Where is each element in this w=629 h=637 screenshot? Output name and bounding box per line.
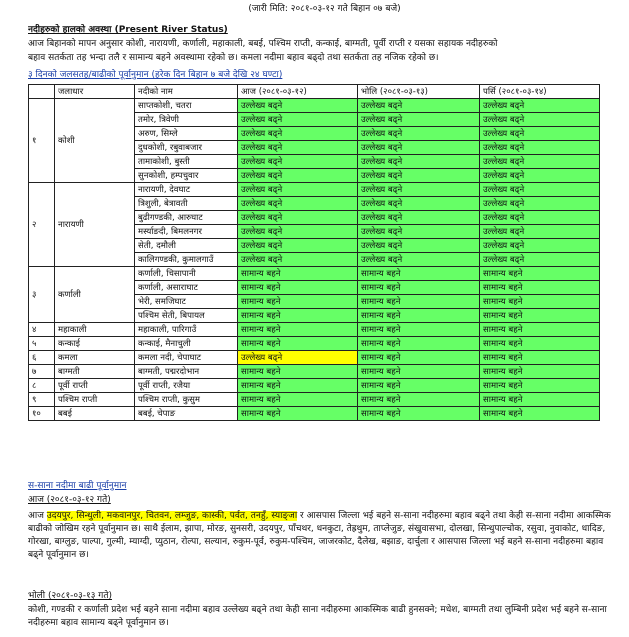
header-basin: जलाधार — [55, 85, 135, 99]
basin-name: पश्चिम राप्ती — [55, 393, 135, 407]
forecast-tomorrow: उल्लेख्य बढ्ने — [358, 113, 480, 127]
forecast-today: सामान्य बहने — [238, 281, 358, 295]
forecast-today: उल्लेख्य बढ्ने — [238, 239, 358, 253]
forecast-today: उल्लेख्य बढ्ने — [238, 169, 358, 183]
forecast-tomorrow: उल्लेख्य बढ्ने — [358, 253, 480, 267]
forecast-day-after: उल्लेख्य बढ्ने — [480, 225, 600, 239]
forecast-title: ३ दिनको जलसतह/बाढीको पूर्वानुमान (हरेक दिन बिहान ७ बजे देखि २४ घण्टा) — [28, 70, 283, 80]
forecast-day-after: सामान्य बहने — [480, 365, 600, 379]
river-name: बबई, चेपाङ — [135, 407, 238, 421]
highlighted-districts: उदयपुर, सिन्धुली, मकवानपुर, चितवन, लम्जुङ, कास्की, पर्वत, तनहुँ, स्याङ्जा — [46, 511, 298, 521]
forecast-day-after: सामान्य बहने — [480, 309, 600, 323]
forecast-day-after: सामान्य बहने — [480, 295, 600, 309]
small-rivers-today-text — [28, 510, 615, 588]
river-name: बुढीगण्डकी, आरुघाट — [135, 211, 238, 225]
forecast-tomorrow: सामान्य बहने — [358, 379, 480, 393]
forecast-today: सामान्य बहने — [238, 309, 358, 323]
forecast-today: सामान्य बहने — [238, 295, 358, 309]
table-row — [29, 183, 600, 197]
forecast-today: उल्लेख्य बढ्ने — [238, 183, 358, 197]
basin-name: कन्काई — [55, 337, 135, 351]
table-row — [29, 267, 600, 281]
table-row — [29, 365, 600, 379]
forecast-today: सामान्य बहने — [238, 337, 358, 351]
header-day-after: पर्सि (२०८१-०३-१४) — [480, 85, 600, 99]
forecast-day-after: उल्लेख्य बढ्ने — [480, 99, 600, 113]
river-name: तामाकोशी, बुस्ती — [135, 155, 238, 169]
forecast-today: उल्लेख्य बढ्ने — [238, 141, 358, 155]
forecast-day-after: उल्लेख्य बढ्ने — [480, 113, 600, 127]
river-name: सुनकोशी, हम्पचुवार — [135, 169, 238, 183]
basin-name: नारायणी — [55, 183, 135, 267]
forecast-tomorrow: उल्लेख्य बढ्ने — [358, 211, 480, 225]
forecast-day-after: सामान्य बहने — [480, 393, 600, 407]
forecast-tomorrow: सामान्य बहने — [358, 351, 480, 365]
forecast-day-after: उल्लेख्य बढ्ने — [480, 141, 600, 155]
forecast-tomorrow: सामान्य बहने — [358, 337, 480, 351]
forecast-tomorrow: सामान्य बहने — [358, 323, 480, 337]
forecast-tomorrow: उल्लेख्य बढ्ने — [358, 99, 480, 113]
basin-number: ८ — [29, 379, 55, 393]
table-header-row — [29, 85, 600, 99]
table-row — [29, 337, 600, 351]
forecast-today: सामान्य बहने — [238, 393, 358, 407]
small-rivers-tomorrow-text: कोशी, गण्डकी र कर्णाली प्रदेश भई बहने साना नदीमा बहाव उल्लेख्य बढ्ने तथा केही साना नदीहरुमा आकस्मिक बाढी हुनसक्ने; मधेश, बाग्मती तथा लुम्बिनी प्रदेश भई बहने स-साना नदीहरुमा बहाव सामान्य बढ्ने पूर्वानुमान छ। — [28, 605, 607, 628]
forecast-day-after: सामान्य बहने — [480, 379, 600, 393]
forecast-today: उल्लेख्य बढ्ने — [238, 211, 358, 225]
forecast-day-after: उल्लेख्य बढ्ने — [480, 183, 600, 197]
table-row — [29, 351, 600, 365]
river-name: तमोर, त्रिवेणी — [135, 113, 238, 127]
river-name: कर्णाली, चिसापानी — [135, 267, 238, 281]
river-name: पूर्वी राप्ती, रजैया — [135, 379, 238, 393]
forecast-day-after: उल्लेख्य बढ्ने — [480, 197, 600, 211]
table-row — [29, 393, 600, 407]
river-name: सेती, दमौली — [135, 239, 238, 253]
forecast-today: सामान्य बहने — [238, 379, 358, 393]
forecast-today: सामान्य बहने — [238, 365, 358, 379]
today-text-prefix: आज — [28, 511, 44, 521]
basin-number: ९ — [29, 393, 55, 407]
status-heading: नदीहरुको हालको अवस्था (Present River Status) — [28, 25, 228, 35]
forecast-tomorrow: सामान्य बहने — [358, 281, 480, 295]
forecast-day-after: उल्लेख्य बढ्ने — [480, 127, 600, 141]
river-name: कर्णाली, असाराघाट — [135, 281, 238, 295]
forecast-day-after: उल्लेख्य बढ्ने — [480, 253, 600, 267]
forecast-day-after: सामान्य बहने — [480, 281, 600, 295]
forecast-today: उल्लेख्य बढ्ने — [238, 253, 358, 267]
basin-name: कमला — [55, 351, 135, 365]
basin-number: ५ — [29, 337, 55, 351]
header-today: आज (२०८१-०३-१२) — [238, 85, 358, 99]
forecast-today: उल्लेख्य बढ्ने — [238, 225, 358, 239]
forecast-tomorrow: उल्लेख्य बढ्ने — [358, 141, 480, 155]
forecast-tomorrow: सामान्य बहने — [358, 393, 480, 407]
header-river: नदीको नाम — [135, 85, 238, 99]
basin-number: ४ — [29, 323, 55, 337]
forecast-today: उल्लेख्य बढ्ने — [238, 127, 358, 141]
river-name: पश्चिम सेती, बिपायल — [135, 309, 238, 323]
header-num — [29, 85, 55, 99]
table-row — [29, 323, 600, 337]
forecast-today: सामान्य बहने — [238, 267, 358, 281]
table-row — [29, 379, 600, 393]
forecast-tomorrow: उल्लेख्य बढ्ने — [358, 197, 480, 211]
forecast-tomorrow: सामान्य बहने — [358, 407, 480, 421]
forecast-today: सामान्य बहने — [238, 323, 358, 337]
forecast-tomorrow: उल्लेख्य बढ्ने — [358, 225, 480, 239]
forecast-day-after: सामान्य बहने — [480, 351, 600, 365]
river-name: महाकाली, पारिगाउँ — [135, 323, 238, 337]
small-rivers-today-label: आज (२०८१-०३-१२ गते) — [28, 495, 111, 505]
small-rivers-tomorrow-label: भोली (२०८१-०३-१३ गते) — [28, 591, 112, 601]
status-line-2: बहाव सतर्कता तह भन्दा तलै र सामान्य बहने अवस्थामा रहेको छ। कमला नदीमा बहाव बढ्दो तथा सतर्कता तह नजिक रहेको छ। — [28, 53, 439, 63]
basin-name: महाकाली — [55, 323, 135, 337]
forecast-tomorrow: सामान्य बहने — [358, 365, 480, 379]
basin-number: ३ — [29, 267, 55, 323]
forecast-tomorrow: सामान्य बहने — [358, 309, 480, 323]
forecast-tomorrow: सामान्य बहने — [358, 295, 480, 309]
river-name: दुधकोशी, रबुवाबजार — [135, 141, 238, 155]
forecast-table — [28, 84, 600, 421]
river-name: नारायणी, देवघाट — [135, 183, 238, 197]
forecast-tomorrow: उल्लेख्य बढ्ने — [358, 127, 480, 141]
small-rivers-heading: स-साना नदीमा बाढी पूर्वानुमान — [28, 481, 127, 491]
river-name: साप्तकोशी, चतरा — [135, 99, 238, 113]
river-name: कमला नदी, चेपाघाट — [135, 351, 238, 365]
forecast-today: उल्लेख्य बढ्ने — [238, 113, 358, 127]
forecast-today: उल्लेख्य बढ्ने — [238, 197, 358, 211]
basin-number: १० — [29, 407, 55, 421]
forecast-tomorrow: उल्लेख्य बढ्ने — [358, 183, 480, 197]
forecast-tomorrow: सामान्य बहने — [358, 267, 480, 281]
forecast-tomorrow: उल्लेख्य बढ्ने — [358, 155, 480, 169]
river-name: कन्काई, मैनाचुली — [135, 337, 238, 351]
table-row — [29, 99, 600, 113]
today-text-rest: र आसपास जिल्ला भई बहने स-साना नदीहरुमा बहाव बढ्ने तथा केही स-साना नदीमा आकस्मिक बाढीको जोखिम रहने पूर्वानुमान छ। साथै ईलाम, झापा, मोरङ, सुनसरी, उदयपुर, पाँचथर, धनकुटा, तेह्रथुम, ताप्लेजुङ, संखुवासभा, दोलखा, सिन्धुपाल्चोक, रसुवा, नुवाकोट, धादिङ, गोरखा, बाग्लुङ, पाल्पा, गुल्मी, म्याग्दी, प्युठान, रोल्पा, सल्यान, रुकुम-पूर्व, रुकुम-पश्चिम, जाजरकोट, दैलेख, बझाङ, दार्चुला र आसपास जिल्ला भई बहने स-साना नदीहरुमा बहाव बढ्ने पूर्वानुमान छ। — [28, 511, 611, 560]
river-name: पश्चिम राप्ती, कुसुम — [135, 393, 238, 407]
river-name: मर्स्याङदी, बिमलनगर — [135, 225, 238, 239]
basin-number: ७ — [29, 365, 55, 379]
forecast-today: उल्लेख्य बढ्ने — [238, 99, 358, 113]
river-name: कालिगण्डकी, कुमालगाउँ — [135, 253, 238, 267]
forecast-today: उल्लेख्य बढ्ने — [238, 155, 358, 169]
forecast-tomorrow: उल्लेख्य बढ्ने — [358, 239, 480, 253]
forecast-body — [29, 99, 600, 421]
basin-name: बबई — [55, 407, 135, 421]
forecast-tomorrow: उल्लेख्य बढ्ने — [358, 169, 480, 183]
river-name: भेरी, समजिघाट — [135, 295, 238, 309]
basin-name: कर्णाली — [55, 267, 135, 323]
basin-name: पूर्वी राप्ती — [55, 379, 135, 393]
header-tomorrow: भोलि (२०८१-०३-१३) — [358, 85, 480, 99]
basin-number: ६ — [29, 351, 55, 365]
basin-name: कोशी — [55, 99, 135, 183]
forecast-day-after: उल्लेख्य बढ्ने — [480, 155, 600, 169]
table-row — [29, 407, 600, 421]
basin-number: १ — [29, 99, 55, 183]
forecast-day-after: उल्लेख्य बढ्ने — [480, 211, 600, 225]
river-name: त्रिशुली, बेत्रावती — [135, 197, 238, 211]
issue-date: (जारी मिति: २०८१-०३-१२ गते बिहान ०७ बजे) — [248, 4, 401, 14]
forecast-today: उल्लेख्य बढ्ने — [238, 351, 358, 365]
status-line-1: आज बिहानको मापन अनुसार कोशी, नारायणी, कर्णाली, महाकाली, बबई, पश्चिम राप्ती, कन्काई, बाग्मती, पूर्वी राप्ती र यसका सहायक नदीहरुको — [28, 39, 498, 49]
river-name: अरुण, सिम्ले — [135, 127, 238, 141]
forecast-today: सामान्य बहने — [238, 407, 358, 421]
forecast-day-after: सामान्य बहने — [480, 407, 600, 421]
river-name: बाग्मती, पद्मरदोभान — [135, 365, 238, 379]
forecast-day-after: सामान्य बहने — [480, 337, 600, 351]
forecast-day-after: उल्लेख्य बढ्ने — [480, 169, 600, 183]
forecast-day-after: सामान्य बहने — [480, 323, 600, 337]
basin-number: २ — [29, 183, 55, 267]
forecast-day-after: उल्लेख्य बढ्ने — [480, 239, 600, 253]
forecast-day-after: सामान्य बहने — [480, 267, 600, 281]
basin-name: बाग्मती — [55, 365, 135, 379]
